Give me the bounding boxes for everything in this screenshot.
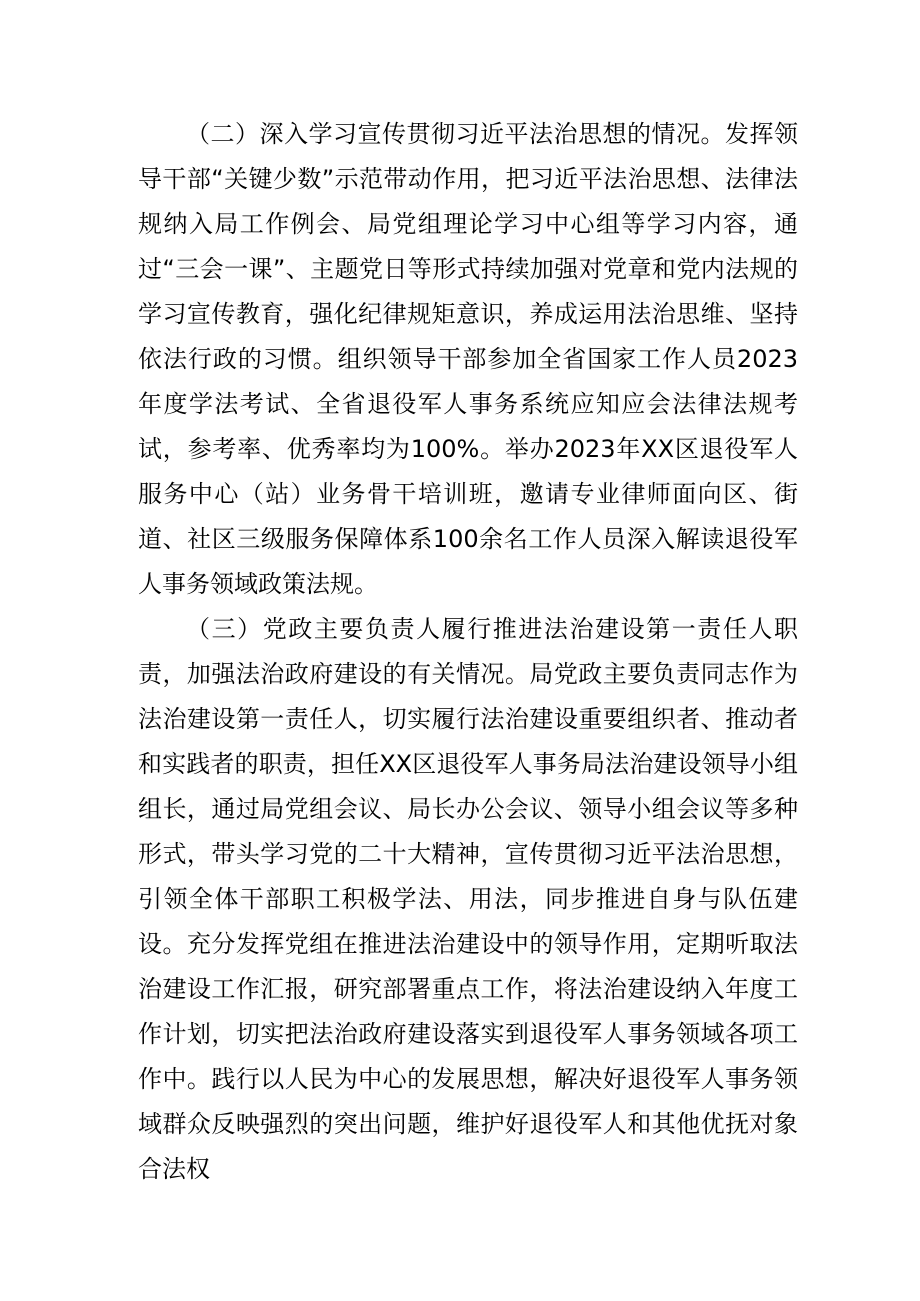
document-body: [138, 112, 798, 1192]
paragraph-section-3: （三）党政主要负责人履行推进法治建设第一责任人职责，加强法治政府建设的有关情况。局党政主要负责同志作为法治建设第一责任人，切实履行法治建设重要组织者、推动者和实践者的职责，担任XX区退役军人事务局法治建设领导小组组长，通过局党组会议、局长办公会议、领导小组会议等多种形式，带头学习党的二十大精神，宣传贯彻习近平法治思想，引领全体干部职工积极学法、用法，同步推进自身与队伍建设。充分发挥党组在推进法治建设中的领导作用，定期听取法治建设工作汇报，研究部署重点工作，将法治建设纳入年度工作计划，切实把法治政府建设落实到退役军人事务领域各项工作中。践行以人民为中心的发展思想，解决好退役军人事务领域群众反映强烈的突出问题，维护好退役军人和其他优抚对象合法权: [138, 615, 798, 1183]
paragraph-section-2: （二）深入学习宣传贯彻习近平法治思想的情况。发挥领导干部“关键少数”示范带动作用，把习近平法治思想、法律法规纳入局工作例会、局党组理论学习中心组等学习内容，通过“三会一课”、主题党日等形式持续加强对党章和党内法规的学习宣传教育，强化纪律规矩意识，养成运用法治思维、坚持依法行政的习惯。组织领导干部参加全省国家工作人员2023年度学法考试、全省退役军人事务系统应知应会法律法规考试，参考率、优秀率均为100%。举办2023年XX区退役军人服务中心（站）业务骨干培训班，邀请专业律师面向区、街道、社区三级服务保障体系100余名工作人员深入解读退役军人事务领域政策法规。: [138, 120, 798, 598]
